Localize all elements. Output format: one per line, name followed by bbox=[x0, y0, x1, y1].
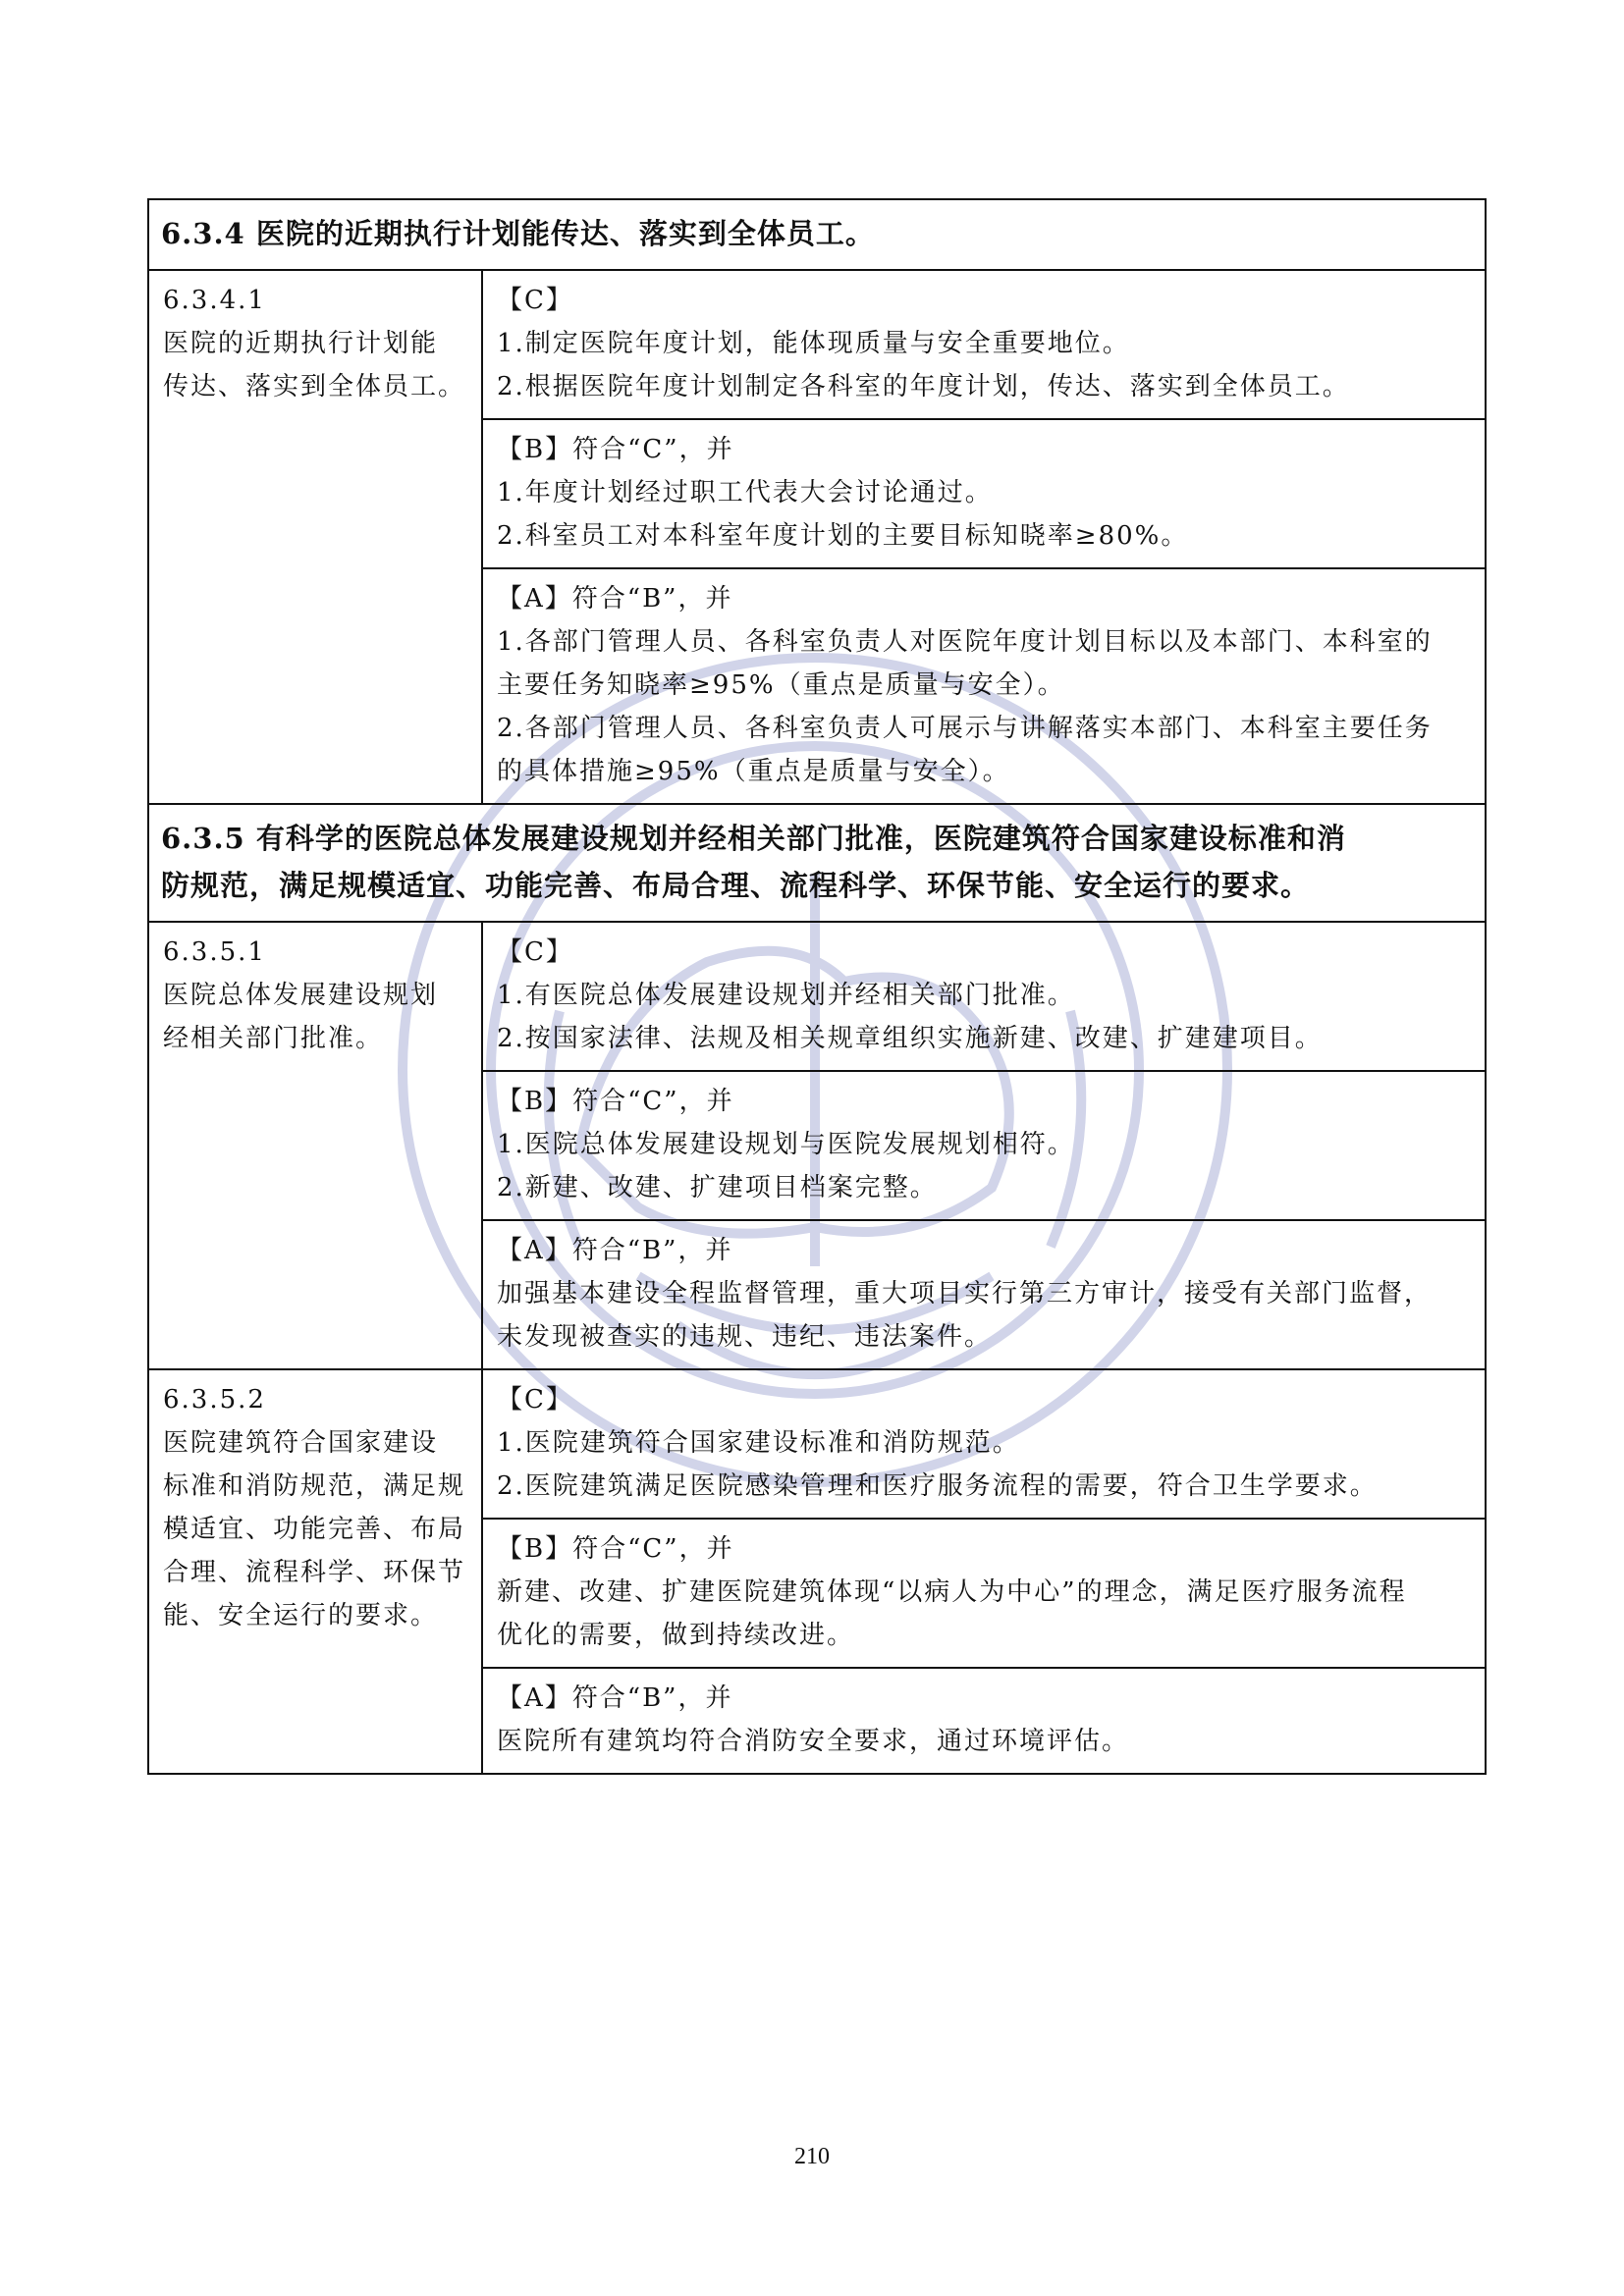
grade-line: 优化的需要，做到持续改进。 bbox=[497, 1621, 855, 1650]
grade-a-cell bbox=[482, 568, 1486, 804]
grade-line: 1.制定医院年度计划，能体现质量与安全重要地位。 bbox=[497, 329, 1130, 358]
grade-line: 主要任务知晓率≥95%（重点是质量与安全）。 bbox=[497, 670, 1065, 700]
item-description-line: 标准和消防规范，满足规 bbox=[163, 1471, 466, 1501]
grade-line: 的具体措施≥95%（重点是质量与安全）。 bbox=[497, 757, 1010, 786]
grade-line: 1.各部门管理人员、各科室负责人对医院年度计划目标以及本部门、本科室的 bbox=[497, 627, 1433, 657]
grade-line: 2.按国家法律、法规及相关规章组织实施新建、改建、扩建建项目。 bbox=[497, 1024, 1323, 1053]
item-code: 6.3.5.2 bbox=[163, 1385, 266, 1415]
item-description-line: 经相关部门批准。 bbox=[163, 1024, 384, 1053]
page-number: 210 bbox=[794, 2144, 830, 2169]
grade-line: 加强基本建设全程监督管理，重大项目实行第三方审计，接受有关部门监督， bbox=[497, 1279, 1433, 1308]
grade-line: 1.医院建筑符合国家建设标准和消防规范。 bbox=[497, 1428, 1020, 1458]
item-code: 6.3.4.1 bbox=[163, 286, 266, 315]
grade-line: 1.有医院总体发展建设规划并经相关部门批准。 bbox=[497, 981, 1075, 1010]
grade-line: 医院所有建筑均符合消防安全要求，通过环境评估。 bbox=[497, 1727, 1130, 1756]
grade-line: 【C】 bbox=[497, 1385, 573, 1415]
item-description-line: 医院总体发展建设规划 bbox=[163, 981, 439, 1010]
grade-line: 2.根据医院年度计划制定各科室的年度计划，传达、落实到全体员工。 bbox=[497, 372, 1350, 401]
item-cell bbox=[148, 922, 482, 1369]
grade-line: 2.科室员工对本科室年度计划的主要目标知晓率≥80%。 bbox=[497, 521, 1189, 551]
item-description-line: 医院的近期执行计划能 bbox=[163, 329, 439, 358]
grade-line: 2.医院建筑满足医院感染管理和医疗服务流程的需要，符合卫生学要求。 bbox=[497, 1471, 1378, 1501]
grade-line: 1.医院总体发展建设规划与医院发展规划相符。 bbox=[497, 1130, 1075, 1159]
grade-line: 【B】符合“C”，并 bbox=[497, 1534, 734, 1564]
item-description-line: 合理、流程科学、环保节 bbox=[163, 1558, 466, 1587]
section-title-line: 6.3.5 有科学的医院总体发展建设规划并经相关部门批准，医院建筑符合国家建设标准和消 bbox=[161, 822, 1346, 855]
grade-line: 2.新建、改建、扩建项目档案完整。 bbox=[497, 1173, 938, 1202]
section-title-line: 防规范，满足规模适宜、功能完善、布局合理、流程科学、环保节能、安全运行的要求。 bbox=[161, 869, 1311, 902]
grade-line: 【C】 bbox=[497, 937, 573, 967]
standards-table bbox=[147, 198, 1487, 1775]
grade-line: 【C】 bbox=[497, 286, 573, 315]
grade-a-cell bbox=[482, 1668, 1486, 1774]
grade-line: 1.年度计划经过职工代表大会讨论通过。 bbox=[497, 478, 993, 507]
grade-b-cell bbox=[482, 1071, 1486, 1220]
grade-b-cell bbox=[482, 1519, 1486, 1668]
item-cell bbox=[148, 270, 482, 804]
item-description-line: 传达、落实到全体员工。 bbox=[163, 372, 466, 401]
item-code: 6.3.5.1 bbox=[163, 937, 266, 967]
grade-line: 【A】符合“B”，并 bbox=[497, 1683, 733, 1713]
grade-a-cell bbox=[482, 1220, 1486, 1369]
grade-c-cell bbox=[482, 270, 1486, 419]
grade-line: 2.各部门管理人员、各科室负责人可展示与讲解落实本部门、本科室主要任务 bbox=[497, 714, 1433, 743]
grade-line: 新建、改建、扩建医院建筑体现“以病人为中心”的理念，满足医疗服务流程 bbox=[497, 1577, 1407, 1607]
grade-line: 【A】符合“B”，并 bbox=[497, 584, 733, 614]
item-description-line: 医院建筑符合国家建设 bbox=[163, 1428, 439, 1458]
item-description-line: 能、安全运行的要求。 bbox=[163, 1601, 439, 1630]
grade-line: 未发现被查实的违规、违纪、违法案件。 bbox=[497, 1322, 993, 1352]
grade-line: 【B】符合“C”，并 bbox=[497, 1087, 734, 1116]
grade-line: 【B】符合“C”，并 bbox=[497, 435, 734, 464]
item-cell bbox=[148, 1369, 482, 1774]
grade-c-cell bbox=[482, 922, 1486, 1071]
item-description-line: 模适宜、功能完善、布局 bbox=[163, 1515, 466, 1544]
grade-line: 【A】符合“B”，并 bbox=[497, 1236, 733, 1265]
grade-b-cell bbox=[482, 419, 1486, 568]
section-title bbox=[148, 804, 1486, 922]
grade-c-cell bbox=[482, 1369, 1486, 1519]
section-title: 6.3.4 医院的近期执行计划能传达、落实到全体员工。 bbox=[148, 199, 1486, 270]
